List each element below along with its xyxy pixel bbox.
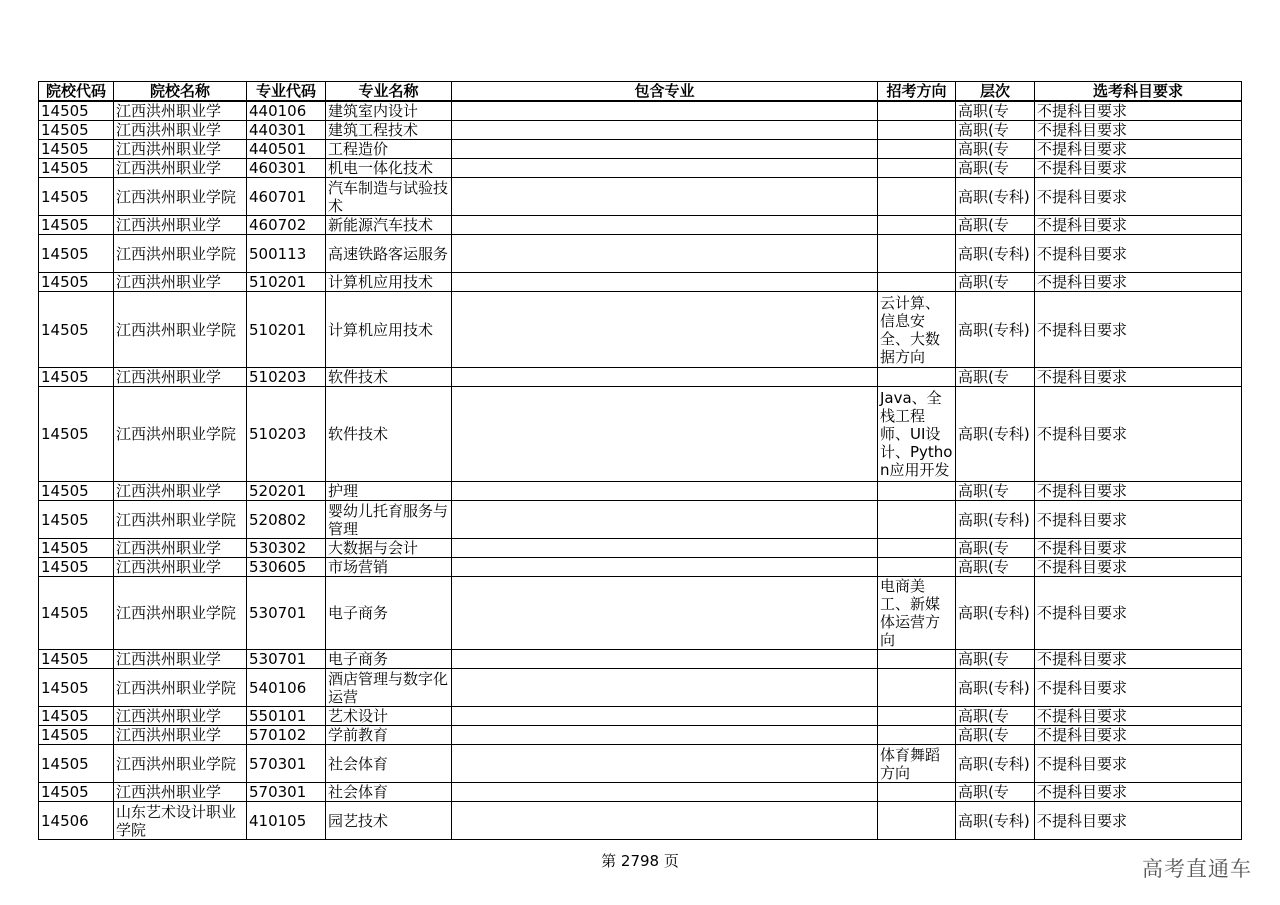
cell-direction — [878, 216, 956, 235]
cell-direction — [878, 101, 956, 121]
cell-school-code: 14505 — [39, 745, 114, 783]
cell-school-name: 江西洪州职业学 — [114, 783, 247, 802]
table-row — [39, 783, 1242, 802]
cell-major-code: 510201 — [247, 292, 326, 368]
cell-school-name: 山东艺术设计职业学院 — [114, 802, 247, 840]
cell-direction — [878, 121, 956, 140]
cell-included-majors — [452, 292, 878, 368]
table-row — [39, 539, 1242, 558]
cell-school-name: 江西洪州职业学 — [114, 539, 247, 558]
cell-subject-requirement: 不提科目要求 — [1035, 140, 1242, 159]
cell-level: 高职(专 — [956, 140, 1035, 159]
cell-school-name: 江西洪州职业学院 — [114, 387, 247, 482]
header-row — [39, 82, 1242, 102]
cell-major-code: 500113 — [247, 235, 326, 273]
cell-school-code: 14505 — [39, 783, 114, 802]
cell-major-name: 护理 — [326, 482, 452, 501]
cell-major-code: 550101 — [247, 707, 326, 726]
cell-school-name: 江西洪州职业学 — [114, 121, 247, 140]
cell-subject-requirement: 不提科目要求 — [1035, 101, 1242, 121]
cell-school-name: 江西洪州职业学院 — [114, 577, 247, 650]
cell-school-name: 江西洪州职业学 — [114, 216, 247, 235]
cell-included-majors — [452, 140, 878, 159]
cell-included-majors — [452, 745, 878, 783]
cell-major-name: 电子商务 — [326, 577, 452, 650]
cell-level: 高职(专 — [956, 273, 1035, 292]
header-included-majors: 包含专业 — [452, 82, 878, 102]
cell-major-code: 570102 — [247, 726, 326, 745]
cell-subject-requirement: 不提科目要求 — [1035, 650, 1242, 669]
cell-subject-requirement: 不提科目要求 — [1035, 482, 1242, 501]
cell-major-name: 机电一体化技术 — [326, 159, 452, 178]
cell-school-name: 江西洪州职业学 — [114, 482, 247, 501]
header-subject-requirement: 选考科目要求 — [1035, 82, 1242, 102]
cell-school-code: 14506 — [39, 802, 114, 840]
cell-level: 高职(专科) — [956, 292, 1035, 368]
table-body — [39, 101, 1242, 840]
cell-subject-requirement: 不提科目要求 — [1035, 178, 1242, 216]
cell-major-code: 520802 — [247, 501, 326, 539]
cell-school-code: 14505 — [39, 539, 114, 558]
cell-school-name: 江西洪州职业学 — [114, 726, 247, 745]
cell-level: 高职(专 — [956, 726, 1035, 745]
table-row — [39, 178, 1242, 216]
cell-school-code: 14505 — [39, 216, 114, 235]
table-row — [39, 159, 1242, 178]
cell-level: 高职(专 — [956, 216, 1035, 235]
cell-major-code: 440106 — [247, 101, 326, 121]
cell-subject-requirement: 不提科目要求 — [1035, 216, 1242, 235]
cell-direction — [878, 539, 956, 558]
cell-level: 高职(专科) — [956, 669, 1035, 707]
cell-major-code: 460301 — [247, 159, 326, 178]
cell-school-name: 江西洪州职业学院 — [114, 235, 247, 273]
cell-school-code: 14505 — [39, 501, 114, 539]
cell-included-majors — [452, 577, 878, 650]
cell-subject-requirement: 不提科目要求 — [1035, 121, 1242, 140]
cell-direction — [878, 140, 956, 159]
cell-subject-requirement: 不提科目要求 — [1035, 745, 1242, 783]
cell-major-code: 530605 — [247, 558, 326, 577]
cell-level: 高职(专科) — [956, 387, 1035, 482]
cell-major-name: 汽车制造与试验技术 — [326, 178, 452, 216]
cell-school-name: 江西洪州职业学 — [114, 101, 247, 121]
cell-school-code: 14505 — [39, 387, 114, 482]
cell-school-name: 江西洪州职业学 — [114, 159, 247, 178]
cell-major-name: 电子商务 — [326, 650, 452, 669]
cell-major-name: 工程造价 — [326, 140, 452, 159]
cell-level: 高职(专科) — [956, 577, 1035, 650]
cell-direction — [878, 669, 956, 707]
cell-level: 高职(专 — [956, 159, 1035, 178]
cell-major-code: 530701 — [247, 577, 326, 650]
cell-major-code: 460701 — [247, 178, 326, 216]
table-row — [39, 745, 1242, 783]
cell-school-name: 江西洪州职业学 — [114, 368, 247, 387]
cell-school-name: 江西洪州职业学院 — [114, 745, 247, 783]
cell-direction — [878, 726, 956, 745]
cell-included-majors — [452, 802, 878, 840]
cell-included-majors — [452, 707, 878, 726]
cell-included-majors — [452, 669, 878, 707]
cell-school-name: 江西洪州职业学院 — [114, 669, 247, 707]
cell-major-name: 市场营销 — [326, 558, 452, 577]
cell-direction — [878, 159, 956, 178]
cell-level: 高职(专 — [956, 101, 1035, 121]
cell-subject-requirement: 不提科目要求 — [1035, 707, 1242, 726]
header-direction: 招考方向 — [878, 82, 956, 102]
cell-school-code: 14505 — [39, 235, 114, 273]
cell-major-name: 建筑室内设计 — [326, 101, 452, 121]
cell-subject-requirement: 不提科目要求 — [1035, 539, 1242, 558]
cell-level: 高职(专科) — [956, 745, 1035, 783]
cell-major-name: 软件技术 — [326, 387, 452, 482]
cell-major-code: 510203 — [247, 387, 326, 482]
cell-included-majors — [452, 273, 878, 292]
cell-school-code: 14505 — [39, 159, 114, 178]
cell-school-name: 江西洪州职业学院 — [114, 178, 247, 216]
table-row — [39, 650, 1242, 669]
cell-level: 高职(专科) — [956, 235, 1035, 273]
cell-school-code: 14505 — [39, 558, 114, 577]
cell-included-majors — [452, 482, 878, 501]
cell-direction — [878, 273, 956, 292]
cell-major-code: 530701 — [247, 650, 326, 669]
cell-included-majors — [452, 783, 878, 802]
cell-included-majors — [452, 159, 878, 178]
cell-school-name: 江西洪州职业学 — [114, 707, 247, 726]
cell-direction — [878, 650, 956, 669]
table-row — [39, 707, 1242, 726]
cell-major-code: 530302 — [247, 539, 326, 558]
header-major-code: 专业代码 — [247, 82, 326, 102]
table-row — [39, 140, 1242, 159]
cell-school-name: 江西洪州职业学院 — [114, 292, 247, 368]
cell-included-majors — [452, 216, 878, 235]
cell-major-name: 社会体育 — [326, 745, 452, 783]
cell-school-code: 14505 — [39, 650, 114, 669]
cell-school-code: 14505 — [39, 368, 114, 387]
cell-included-majors — [452, 650, 878, 669]
cell-major-name: 计算机应用技术 — [326, 273, 452, 292]
header-level: 层次 — [956, 82, 1035, 102]
cell-major-name: 新能源汽车技术 — [326, 216, 452, 235]
cell-subject-requirement: 不提科目要求 — [1035, 558, 1242, 577]
cell-major-name: 计算机应用技术 — [326, 292, 452, 368]
cell-major-name: 艺术设计 — [326, 707, 452, 726]
cell-direction — [878, 235, 956, 273]
cell-subject-requirement: 不提科目要求 — [1035, 501, 1242, 539]
table-row — [39, 482, 1242, 501]
table-row — [39, 726, 1242, 745]
table-row — [39, 802, 1242, 840]
header-school-code: 院校代码 — [39, 82, 114, 102]
cell-major-name: 园艺技术 — [326, 802, 452, 840]
cell-major-name: 酒店管理与数字化运营 — [326, 669, 452, 707]
header-school-name: 院校名称 — [114, 82, 247, 102]
cell-level: 高职(专 — [956, 482, 1035, 501]
cell-level: 高职(专 — [956, 539, 1035, 558]
cell-school-code: 14505 — [39, 726, 114, 745]
cell-school-code: 14505 — [39, 577, 114, 650]
table-row — [39, 577, 1242, 650]
cell-school-code: 14505 — [39, 273, 114, 292]
cell-major-name: 学前教育 — [326, 726, 452, 745]
cell-major-code: 510201 — [247, 273, 326, 292]
table-row — [39, 292, 1242, 368]
cell-level: 高职(专 — [956, 558, 1035, 577]
cell-school-code: 14505 — [39, 140, 114, 159]
cell-direction — [878, 558, 956, 577]
cell-direction — [878, 178, 956, 216]
cell-major-code: 540106 — [247, 669, 326, 707]
cell-subject-requirement: 不提科目要求 — [1035, 159, 1242, 178]
cell-major-name: 软件技术 — [326, 368, 452, 387]
cell-subject-requirement: 不提科目要求 — [1035, 669, 1242, 707]
cell-major-code: 510203 — [247, 368, 326, 387]
cell-subject-requirement: 不提科目要求 — [1035, 368, 1242, 387]
cell-subject-requirement: 不提科目要求 — [1035, 802, 1242, 840]
cell-level: 高职(专 — [956, 368, 1035, 387]
cell-included-majors — [452, 121, 878, 140]
cell-direction: 云计算、信息安全、大数据方向 — [878, 292, 956, 368]
watermark-text: 高考直通车 — [1142, 857, 1252, 881]
cell-direction — [878, 802, 956, 840]
cell-direction: Java、全栈工程师、UI设计、Python应用开发 — [878, 387, 956, 482]
cell-included-majors — [452, 178, 878, 216]
cell-major-name: 社会体育 — [326, 783, 452, 802]
cell-major-code: 570301 — [247, 745, 326, 783]
cell-level: 高职(专科) — [956, 501, 1035, 539]
cell-subject-requirement: 不提科目要求 — [1035, 387, 1242, 482]
cell-school-name: 江西洪州职业学 — [114, 140, 247, 159]
cell-subject-requirement: 不提科目要求 — [1035, 235, 1242, 273]
cell-subject-requirement: 不提科目要求 — [1035, 783, 1242, 802]
cell-level: 高职(专科) — [956, 178, 1035, 216]
table-row — [39, 273, 1242, 292]
cell-school-name: 江西洪州职业学 — [114, 273, 247, 292]
cell-school-name: 江西洪州职业学 — [114, 650, 247, 669]
cell-major-code: 410105 — [247, 802, 326, 840]
cell-level: 高职(专 — [956, 707, 1035, 726]
table-row — [39, 558, 1242, 577]
cell-school-name: 江西洪州职业学院 — [114, 501, 247, 539]
cell-included-majors — [452, 558, 878, 577]
admission-table — [38, 81, 1242, 840]
cell-included-majors — [452, 235, 878, 273]
cell-level: 高职(专 — [956, 121, 1035, 140]
table-row — [39, 368, 1242, 387]
cell-school-code: 14505 — [39, 482, 114, 501]
table-row — [39, 216, 1242, 235]
cell-school-code: 14505 — [39, 669, 114, 707]
table-row — [39, 387, 1242, 482]
page-number: 第 2798 页 — [601, 852, 679, 870]
cell-level: 高职(专科) — [956, 802, 1035, 840]
cell-included-majors — [452, 726, 878, 745]
header-major-name: 专业名称 — [326, 82, 452, 102]
cell-major-code: 460702 — [247, 216, 326, 235]
cell-direction — [878, 783, 956, 802]
cell-school-name: 江西洪州职业学 — [114, 558, 247, 577]
cell-major-code: 440501 — [247, 140, 326, 159]
cell-level: 高职(专 — [956, 783, 1035, 802]
cell-subject-requirement: 不提科目要求 — [1035, 726, 1242, 745]
cell-direction — [878, 707, 956, 726]
table-row — [39, 101, 1242, 121]
cell-direction: 电商美工、新媒体运营方向 — [878, 577, 956, 650]
cell-major-code: 440301 — [247, 121, 326, 140]
cell-direction: 体育舞蹈方向 — [878, 745, 956, 783]
cell-school-code: 14505 — [39, 707, 114, 726]
table-row — [39, 669, 1242, 707]
cell-subject-requirement: 不提科目要求 — [1035, 273, 1242, 292]
cell-major-name: 高速铁路客运服务 — [326, 235, 452, 273]
cell-included-majors — [452, 368, 878, 387]
cell-major-code: 520201 — [247, 482, 326, 501]
cell-direction — [878, 501, 956, 539]
cell-direction — [878, 482, 956, 501]
cell-school-code: 14505 — [39, 101, 114, 121]
cell-included-majors — [452, 501, 878, 539]
cell-included-majors — [452, 539, 878, 558]
table-row — [39, 235, 1242, 273]
cell-included-majors — [452, 387, 878, 482]
cell-school-code: 14505 — [39, 292, 114, 368]
cell-major-code: 570301 — [247, 783, 326, 802]
cell-school-code: 14505 — [39, 121, 114, 140]
table-row — [39, 501, 1242, 539]
cell-direction — [878, 368, 956, 387]
cell-major-name: 大数据与会计 — [326, 539, 452, 558]
cell-school-code: 14505 — [39, 178, 114, 216]
cell-major-name: 婴幼儿托育服务与管理 — [326, 501, 452, 539]
cell-level: 高职(专 — [956, 650, 1035, 669]
table-row — [39, 121, 1242, 140]
cell-subject-requirement: 不提科目要求 — [1035, 292, 1242, 368]
cell-included-majors — [452, 101, 878, 121]
cell-subject-requirement: 不提科目要求 — [1035, 577, 1242, 650]
cell-major-name: 建筑工程技术 — [326, 121, 452, 140]
